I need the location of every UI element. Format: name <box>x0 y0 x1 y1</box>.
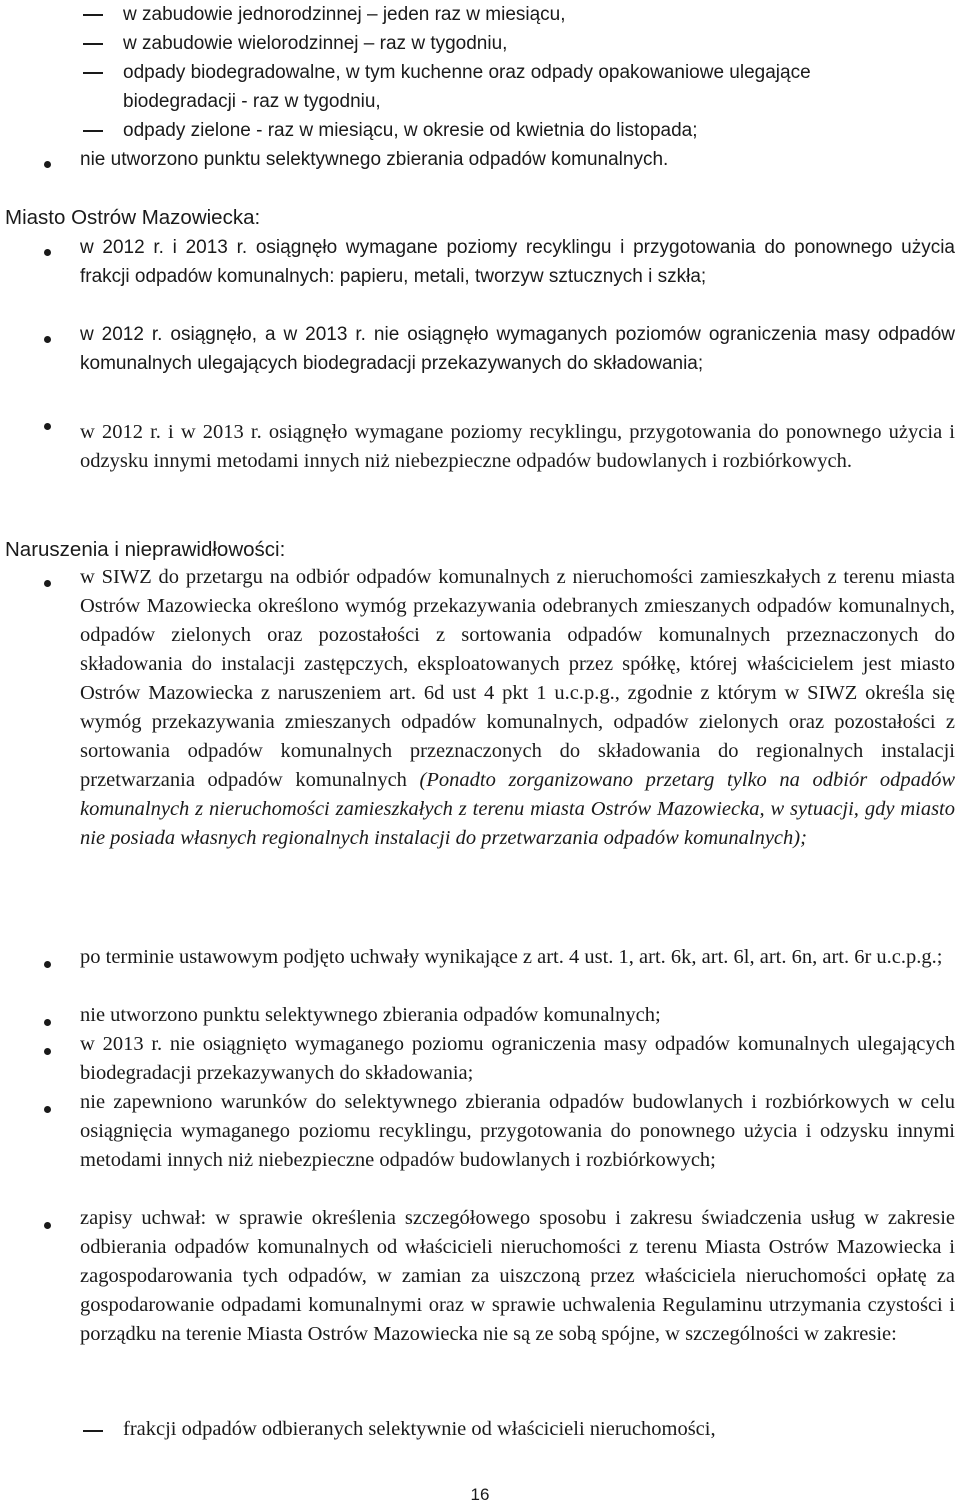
list-item: po terminie ustawowym podjęto uchwały wynikające z art. 4 ust. 1, art. 6k, art. 6l, art. 6n, art. 6r u.c.p.g.; <box>80 946 943 968</box>
list-item: nie zapewniono warunków do selektywnego zbierania odpadów budowlanych i rozbiórkowych w celu osiągnięcia wymaganego poziomu recyklingu, przygotowania do ponownego użycia i odzysku innymi metodami innych niż niebezpieczne odpadów budowlanych i rozbiórkowych; <box>80 1091 955 1171</box>
list-item: w zabudowie jednorodzinnej – jeden raz w miesiącu, <box>123 4 566 25</box>
list-item: w 2012 r. osiągnęło, a w 2013 r. nie osiągnęło wymaganych poziomów ograniczenia masy odpadów komunalnych ulegających biodegradacji przekazywanych do składowania; <box>80 324 955 374</box>
list-item-continuation: biodegradacji - raz w tygodniu, <box>123 91 381 112</box>
list-item <box>80 563 955 853</box>
dash-marker <box>83 14 103 16</box>
bullet-marker <box>44 1222 51 1229</box>
list-item: nie utworzono punktu selektywnego zbierania odpadów komunalnych. <box>80 149 669 170</box>
list-item: odpady zielone - raz w miesiącu, w okresie od kwietnia do listopada; <box>123 120 698 141</box>
list-item: zapisy uchwał: w sprawie określenia szczegółowego sposobu i zakresu świadczenia usług w zakresie odbierania odpadów komunalnych od właścicieli nieruchomości z terenu Miasta Ostrów Mazowiecka i zagospodarowania tych odpadów, w zamian za uiszczoną przez właściciela nieruchomości opłatę za gospodarowanie odpadami komunalnymi oraz w sprawie uchwalenia Regulaminu utrzymania czystości i porządku na terenie Miasta Ostrów Mazowiecka nie są ze sobą spójne, w szczególności w zakresie: <box>80 1207 955 1345</box>
list-item: odpady biodegradowalne, w tym kuchenne oraz odpady opakowaniowe ulegające <box>123 62 811 83</box>
list-item: w 2013 r. nie osiągnięto wymaganego poziomu ograniczenia masy odpadów komunalnych ulegających biodegradacji przekazywanych do składowania; <box>80 1033 955 1084</box>
bullet-marker <box>44 580 51 587</box>
bullet-marker <box>44 961 51 968</box>
bullet-marker <box>44 423 51 430</box>
list-item: w zabudowie wielorodzinnej – raz w tygodniu, <box>123 33 508 54</box>
bullet-marker <box>44 161 51 168</box>
bullet-marker <box>44 1106 51 1113</box>
bullet-marker <box>44 1019 51 1026</box>
sub-list-item: frakcji odpadów odbieranych selektywnie od właścicieli nieruchomości, <box>123 1418 716 1440</box>
list-item: nie utworzono punktu selektywnego zbierania odpadów komunalnych; <box>80 1004 661 1026</box>
list-item-italic-note: (Ponadto zorganizowano przetarg tylko na odbiór odpadów komunalnych z nieruchomości zamieszkałych z terenu miasta Ostrów Mazowiecka, w sytuacji, gdy miasto nie posiada własnych regionalnych instalacji do przetwarzania odpadów komunalnych); <box>80 769 955 849</box>
dash-marker <box>83 130 103 132</box>
bullet-marker <box>44 1048 51 1055</box>
dash-marker <box>83 72 103 74</box>
bullet-marker <box>44 249 51 256</box>
page-number: 16 <box>470 1485 490 1504</box>
list-item: w 2012 r. i w 2013 r. osiągnęło wymagane poziomy recyklingu, przygotowania do ponownego użycia i odzysku innymi metodami innych niż niebezpieczne odpadów budowlanych i rozbiórkowych. <box>80 421 955 472</box>
bullet-marker <box>44 336 51 343</box>
list-item-text: w SIWZ do przetargu na odbiór odpadów komunalnych z nieruchomości zamieszkałych z terenu miasta Ostrów Mazowiecka określono wymóg przekazywania odebranych zmieszanych odpadów komunalnych, odpadów zielonych oraz pozostałości z sortowania odpadów komunalnych przeznaczonych do składowania do instalacji zastępczych, eksploatowanych przez spółkę, której właścicielem jest miasto Ostrów Mazowiecka z naruszeniem art. 6d ust 4 pkt 1 u.c.p.g., zgodnie z którym w SIWZ określa się wymóg przekazywania zmieszanych odpadów komunalnych, odpadów zielonych oraz pozostałości z sortowania odpadów komunalnych przeznaczonych do składowania do regionalnych instalacji przetwarzania odpadów komunalnych <box>80 566 955 791</box>
section-heading: Miasto Ostrów Mazowiecka: <box>5 206 261 229</box>
dash-marker <box>83 1430 103 1432</box>
section-heading: Naruszenia i nieprawidłowości: <box>5 538 286 561</box>
dash-marker <box>83 43 103 45</box>
list-item: w 2012 r. i 2013 r. osiągnęło wymagane poziomy recyklingu i przygotowania do ponownego użycia frakcji odpadów komunalnych: papieru, metali, tworzyw sztucznych i szkła; <box>80 237 955 287</box>
